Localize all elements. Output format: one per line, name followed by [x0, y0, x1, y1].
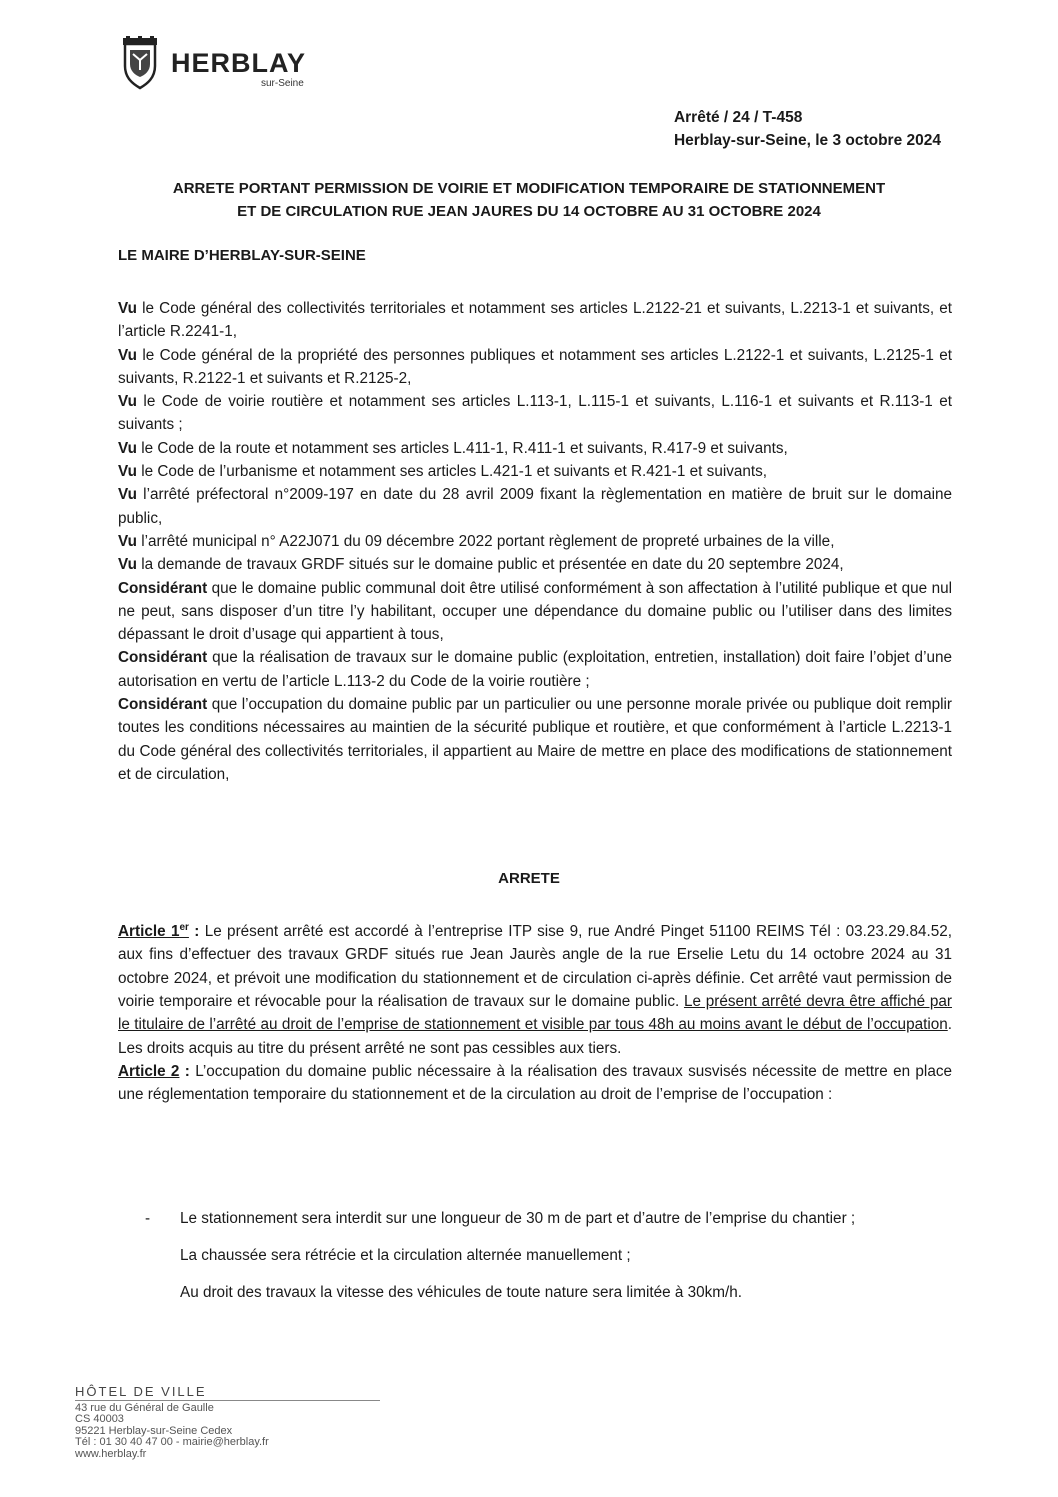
recital	[118, 553, 952, 576]
recital-keyword: Vu	[118, 346, 137, 364]
footer-line: Tél : 01 30 40 47 00 - mairie@herblay.fr	[75, 1436, 269, 1448]
recital-text: l’arrêté municipal n° A22J071 du 09 décembre 2022 portant règlement de propreté urbaines de la ville,	[136, 532, 835, 550]
recital-keyword: Considérant	[118, 649, 208, 667]
recital	[118, 297, 952, 344]
article-1	[118, 916, 952, 1060]
measures-list	[145, 1200, 953, 1311]
recital-text: que l’occupation du domaine public par un particulier ou une personne morale privée ou publique doit remplir toutes les conditions nécessaires au maintien de la sécurité publique et routière, et que conformément à l’article L.2213-1 du Code général des collectivités territoriales, il appartient au Maire de mettre en place des modifications de stationnement et de circulation,	[118, 696, 952, 783]
mayor-heading: LE MAIRE D’HERBLAY-SUR-SEINE	[118, 247, 366, 264]
recital-keyword: Vu	[118, 300, 137, 317]
recital	[118, 390, 952, 437]
recital-text: le Code de l’urbanisme et notamment ses articles L.421-1 et suivants et R.421-1 et suivants,	[136, 463, 768, 481]
list-item-text: Le stationnement sera interdit sur une longueur de 30 m de part et d’autre de l’emprise du chantier ;	[180, 1210, 856, 1227]
city-logo	[115, 36, 355, 96]
footer-address	[75, 1386, 380, 1460]
place-date: Herblay-sur-Seine, le 3 octobre 2024	[673, 132, 941, 149]
recital	[118, 693, 952, 786]
footer-line: www.herblay.fr	[75, 1447, 147, 1460]
logo-name: HERBLAY	[171, 48, 307, 78]
article-2-label: Article 2	[118, 1062, 180, 1080]
recital-keyword: Vu	[118, 486, 137, 504]
recital	[118, 530, 952, 553]
footer-heading: HÔTEL DE VILLE	[75, 1386, 380, 1401]
title-line-1: ARRETE PORTANT PERMISSION DE VOIRIE ET MODIFICATION TEMPORAIRE DE STATIONNEMENT	[172, 180, 886, 197]
recital-keyword: Vu	[118, 439, 137, 457]
recital-text: l’arrêté préfectoral n°2009-197 en date du 28 avril 2009 fixant la règlementation en matière de bruit sur le domaine public,	[118, 486, 952, 527]
recital-text: la demande de travaux GRDF situés sur le domaine public et présentée en date du 20 septembre 2024,	[136, 556, 844, 574]
coat-of-arms-icon	[115, 36, 165, 90]
recital-keyword: Vu	[118, 463, 137, 481]
article-1-tail: . Les droits acquis au titre du présent arrêté ne sont pas cessibles aux tiers.	[118, 1016, 952, 1057]
recital-keyword: Considérant	[118, 696, 208, 714]
recital-text: le Code de la route et notamment ses articles L.411-1, R.411-1 et suivants, R.417-9 et suivants,	[136, 439, 788, 457]
article-1-label: Article 1er	[118, 922, 189, 941]
recital-keyword: Considérant	[118, 579, 208, 597]
recital-text: le Code de voirie routière et notamment ses articles L.113-1, L.115-1 et suivants, L.116-1 et suivants et R.113-1 et suivants ;	[118, 393, 952, 434]
decree-title	[100, 177, 958, 223]
article-1-notice: Le présent arrêté devra être affiché par le titulaire de l’arrêté au droit de l’emprise de stationnement et visible par tous 48h au moins avant le début de l’occupation	[118, 992, 952, 1034]
recital-text: le Code général de la propriété des personnes publiques et notamment ses articles L.2122-1 et suivants, L.2125-1 et suivants, R.2122-1 et suivants et R.2125-2,	[118, 346, 952, 387]
recital-keyword: Vu	[118, 556, 137, 574]
recital	[118, 460, 952, 483]
recital	[118, 437, 952, 460]
recital-keyword: Vu	[118, 393, 137, 411]
recital-text: que la réalisation de travaux sur le domaine public (exploitation, entretien, installation) doit faire l’objet d’une autorisation en vertu de l’article L.113-2 du Code de la voirie routière ;	[118, 649, 952, 690]
recital-text: que le domaine public communal doit être utilisé conformément à son affectation à l’utilité publique et que nul ne peut, sans disposer d’un titre l’y habilitant, occuper une dépendance du domaine public ou l’utiliser dans des limites dépassant le droit d’usage qui appartient à tous,	[118, 579, 952, 644]
list-item-text: Au droit des travaux la vitesse des véhicules de toute nature sera limitée à 30km/h.	[180, 1284, 743, 1301]
decree-reference	[674, 106, 941, 152]
footer-line: CS 40003	[75, 1413, 124, 1425]
article-2-colon: :	[179, 1062, 190, 1080]
arrete-heading: ARRETE	[498, 870, 560, 887]
article-1-colon: :	[188, 923, 200, 941]
logo-subtitle: sur-Seine	[261, 78, 304, 89]
article-1-text: Le présent arrêté est accordé à l’entreprise ITP sise 9, rue André Pinget 51100 REIMS Tél : 03.23.29.84.52, aux fins d’effectuer des travaux GRDF situés rue Jean Jaurès angle de la rue Erselie Letu du 14 octobre 2024 au 31 octobre 2024, et prévoit une modification du stationnement et de circulation ci-après définie. Cet arrêté vaut permission de voirie temporaire et révocable pour la réalisation de travaux sur le domaine public.	[118, 923, 952, 1010]
title-line-2: ET DE CIRCULATION RUE JEAN JAURES DU 14 OCTOBRE AU 31 OCTOBRE 2024	[237, 203, 821, 220]
recital-keyword: Vu	[118, 532, 137, 550]
recital	[118, 483, 952, 530]
recitals	[118, 297, 952, 786]
recital-text: le Code général des collectivités territoriales et notamment ses articles L.2122-21 et suivants, L.2213-1 et suivants, et l’article R.2241-1,	[118, 300, 952, 341]
recital	[118, 646, 952, 693]
recital	[118, 344, 952, 391]
articles	[118, 916, 952, 1106]
article-2-text: L’occupation du domaine public nécessaire à la réalisation des travaux susvisés nécessite de mettre en place une réglementation temporaire du stationnement et de la circulation au droit de l’emprise de l’occupation :	[118, 1062, 952, 1104]
list-item	[145, 1274, 953, 1311]
decree-number: Arrêté / 24 / T-458	[673, 109, 803, 126]
bullet-dash: -	[145, 1210, 151, 1227]
recital	[118, 577, 952, 647]
list-item	[145, 1237, 953, 1274]
list-item-text: La chaussée sera rétrécie et la circulation alternée manuellement ;	[180, 1247, 631, 1264]
list-item	[145, 1200, 953, 1237]
article-2	[118, 1060, 952, 1107]
footer-line: 95221 Herblay-sur-Seine Cedex	[75, 1424, 233, 1437]
footer-line: 43 rue du Général de Gaulle	[75, 1401, 214, 1414]
